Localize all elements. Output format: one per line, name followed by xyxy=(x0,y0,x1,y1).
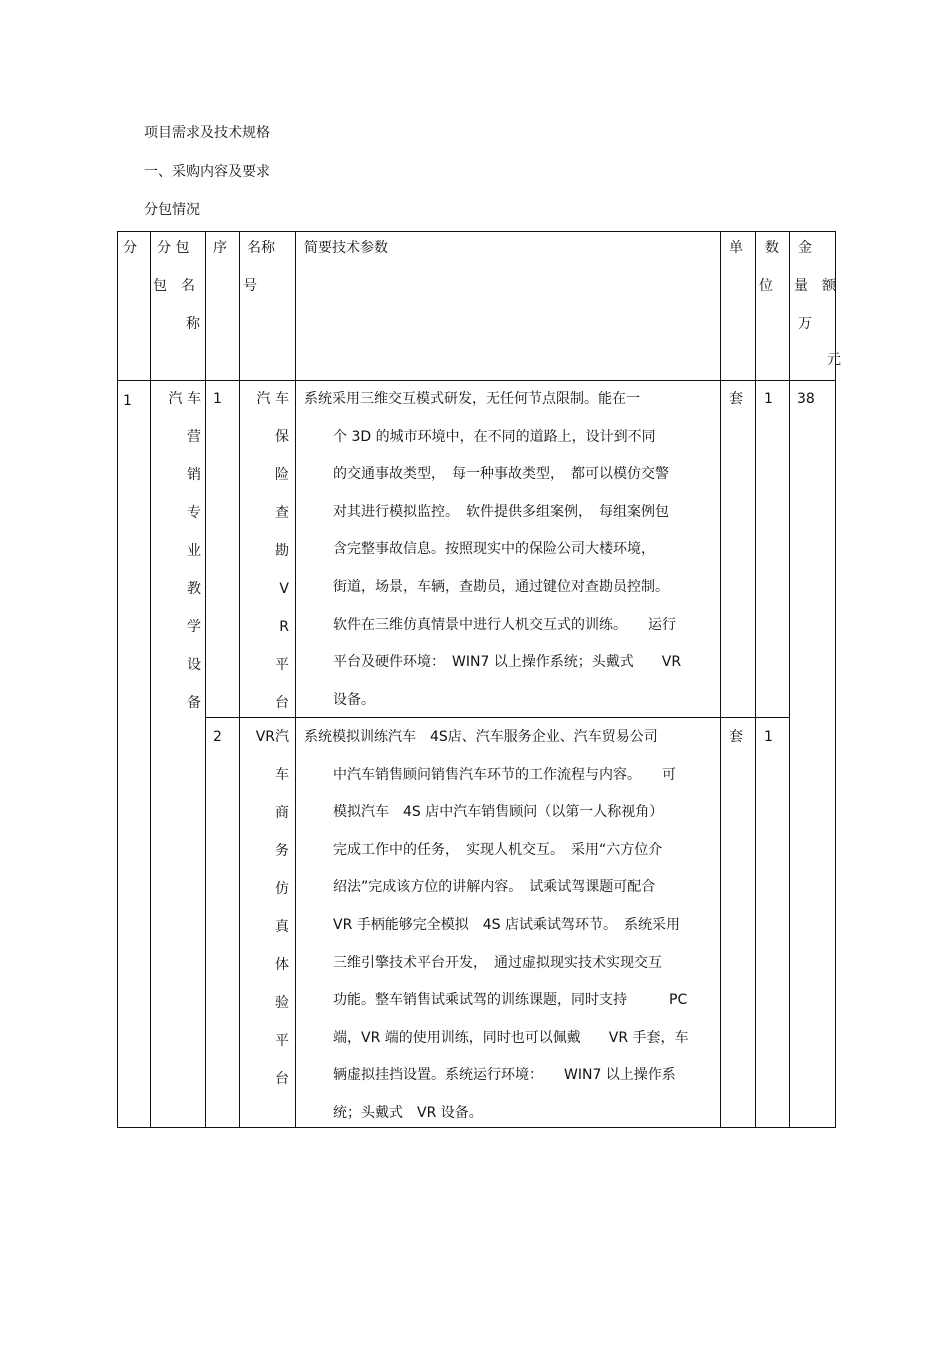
package-name-line: 业 xyxy=(187,543,201,559)
item-1-name-line: V xyxy=(279,581,289,597)
item-1-spec-line: 街道，场景，车辆，查勘员，通过键位对查勘员控制。 xyxy=(333,578,669,595)
table-border-top xyxy=(117,231,836,232)
item-2-name xyxy=(243,728,289,1108)
header-pkg-name-1: 分 包 xyxy=(157,240,190,256)
item-1-spec-line: 个 3D 的城市环境中，在不同的道路上，设计到不同 xyxy=(333,428,656,445)
item-2-spec-line: 三维引擎技术平台开发， 通过虚拟现实技术实现交互 xyxy=(333,954,662,971)
header-unit: 单 xyxy=(729,240,743,256)
package-name-line: 专 xyxy=(187,505,201,521)
item-2-name-line: 真 xyxy=(275,919,289,935)
package-name-line: 备 xyxy=(187,695,201,711)
item-1-spec-line: 含完整事故信息。按照现实中的保险公司大楼环境， xyxy=(333,541,655,558)
header-qty-1: 数 xyxy=(765,240,779,256)
header-pkg-name-2: 包 名 xyxy=(153,278,195,294)
header-amount-2: 量 额 xyxy=(794,278,836,294)
item-2-spec-line: VR 手柄能够完全模拟 4S 店试乘试驾环节。 系统采用 xyxy=(333,916,680,933)
item-2-name-line: 平 xyxy=(275,1033,289,1049)
package-name-line: 教 xyxy=(187,581,201,597)
item-2-qty: 1 xyxy=(764,729,773,745)
item-2-spec xyxy=(304,728,714,1142)
item-1-name-line: R xyxy=(279,619,289,635)
item-1-name-line: 勘 xyxy=(275,543,289,559)
item-1-qty: 1 xyxy=(764,391,773,407)
item-2-spec-line: 完成工作中的任务， 实现人机交互。 采用“六方位介 xyxy=(333,841,663,858)
col-line-1 xyxy=(150,231,151,1128)
package-table xyxy=(117,231,841,1128)
item-2-name-line: 车 xyxy=(275,767,289,783)
item-1-name-line: 险 xyxy=(275,467,289,483)
col-line-0 xyxy=(117,231,118,1128)
header-divider xyxy=(117,380,836,381)
item-2-name-line: 验 xyxy=(275,995,289,1011)
col-line-7 xyxy=(789,231,790,1128)
item-1-name xyxy=(243,390,289,732)
header-seq-2: 号 xyxy=(243,278,257,294)
item-2-spec-line: 中汽车销售顾问销售汽车环节的工作流程与内容。 可 xyxy=(333,766,676,783)
item-1-spec xyxy=(304,390,714,728)
header-amount-1: 金 xyxy=(798,240,812,256)
package-name-line: 营 xyxy=(187,429,201,445)
package-name-line: 汽 车 xyxy=(168,391,201,407)
section-heading: 一、采购内容及要求 xyxy=(144,164,270,180)
header-amount-4: 元 xyxy=(827,352,841,368)
item-1-name-line: 保 xyxy=(275,429,289,445)
item-1-seq: 1 xyxy=(213,391,222,407)
item-2-name-line: 台 xyxy=(275,1071,289,1087)
item-2-name-line: 务 xyxy=(275,843,289,859)
item-2-spec-line: 功能。整车销售试乘试驾的训练课题，同时支持 PC xyxy=(333,992,688,1009)
header-seq-1: 序 xyxy=(213,240,227,256)
item-2-name-line: 体 xyxy=(275,957,289,973)
package-name-line: 设 xyxy=(187,657,201,673)
package-number: 1 xyxy=(123,393,132,409)
item-1-name-line: 平 xyxy=(275,657,289,673)
package-name-line: 销 xyxy=(187,467,201,483)
package-name-line: 学 xyxy=(187,619,201,635)
document-title: 项目需求及技术规格 xyxy=(144,125,270,141)
item-1-spec-line: 的交通事故类型， 每一种事故类型， 都可以模仿交警 xyxy=(333,466,669,483)
item-2-name-line: VR汽 xyxy=(255,729,289,745)
col-line-2 xyxy=(205,231,206,1128)
item-1-spec-line: 软件在三维仿真情景中进行人机交互式的训练。 运行 xyxy=(333,616,676,633)
item-2-unit: 套 xyxy=(729,729,743,745)
item-2-spec-line: 统；头戴式 VR 设备。 xyxy=(333,1104,483,1121)
package-name xyxy=(153,390,201,732)
item-1-name-line: 查 xyxy=(275,505,289,521)
header-qty-2: 位 xyxy=(759,278,773,294)
item-1-name-line: 汽 车 xyxy=(256,391,289,407)
header-spec: 简要技术参数 xyxy=(304,240,388,256)
package-amount: 38 xyxy=(797,391,815,407)
item-1-name-line: 台 xyxy=(275,695,289,711)
item-2-spec-line: 模拟汽车 4S 店中汽车销售顾问（以第一人称视角） xyxy=(333,804,664,821)
item-2-name-line: 仿 xyxy=(275,881,289,897)
item-1-unit: 套 xyxy=(729,391,743,407)
item-2-spec-line: 绍法”完成该方位的讲解内容。 试乘试驾课题可配合 xyxy=(333,879,656,896)
item-2-spec-line: 辆虚拟挂挡设置。系统运行环境： WIN7 以上操作系 xyxy=(333,1067,676,1084)
item-2-name-line: 商 xyxy=(275,805,289,821)
col-line-6 xyxy=(755,231,756,1128)
col-line-3 xyxy=(239,231,240,1128)
subsection-heading: 分包情况 xyxy=(144,202,200,218)
item-1-spec-line: 系统采用三维交互模式研发，无任何节点限制。能在一 xyxy=(304,391,640,407)
col-line-5 xyxy=(720,231,721,1128)
header-amount-3: 万 xyxy=(798,316,812,332)
header-name: 名称 xyxy=(247,240,275,256)
item-2-seq: 2 xyxy=(213,729,222,745)
item-1-spec-line: 平台及硬件环境： WIN7 以上操作系统；头戴式 VR xyxy=(333,654,682,671)
item-2-spec-line: 系统模拟训练汽车 4S店、汽车服务企业、汽车贸易公司 xyxy=(304,729,658,745)
header-pkg-name-3: 称 xyxy=(186,316,200,332)
header-fen: 分 xyxy=(123,240,137,256)
item-2-spec-line: 端，VR 端的使用训练，同时也可以佩戴 VR 手套，车 xyxy=(333,1029,689,1046)
item-1-spec-line: 设备。 xyxy=(333,691,375,708)
item-1-spec-line: 对其进行模拟监控。 软件提供多组案例， 每组案例包 xyxy=(333,503,669,520)
col-line-4 xyxy=(295,231,296,1128)
